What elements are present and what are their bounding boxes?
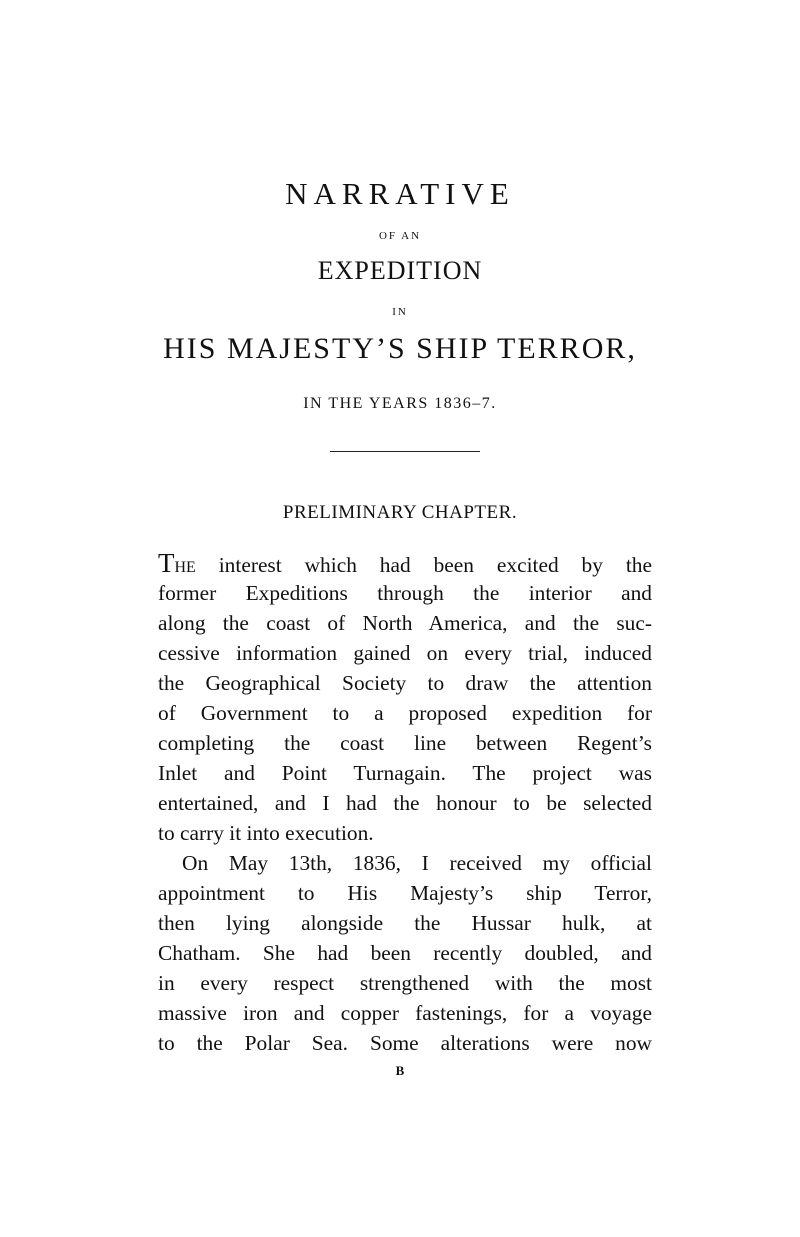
- text-line: appointment to His Majesty’s ship Terror,: [158, 881, 652, 905]
- text-line: of Government to a proposed expedition for: [158, 701, 652, 725]
- divider-rule: [330, 451, 480, 452]
- text-line: the Geographical Society to draw the attention: [158, 671, 652, 695]
- title-ship: HIS MAJESTY’S SHIP TERROR,: [163, 332, 637, 365]
- drop-cap: T: [158, 548, 175, 578]
- text-line: [158, 548, 652, 578]
- text-line: completing the coast line between Regent’s: [158, 731, 652, 755]
- text-line: entertained, and I had the honour to be selected: [158, 791, 652, 815]
- chapter-heading: PRELIMINARY CHAPTER.: [282, 502, 518, 523]
- drop-cap-rest: HE: [174, 559, 196, 576]
- text-line: cessive information gained on every trial, induced: [158, 641, 652, 665]
- text-line: in every respect strengthened with the most: [158, 971, 652, 995]
- body-paragraphs: [158, 548, 652, 1058]
- text-line: Chatham. She had been recently doubled, and: [158, 941, 652, 965]
- title-expedition: EXPEDITION: [317, 256, 483, 285]
- text-line: along the coast of North America, and the suc-: [158, 611, 652, 635]
- text-line: to the Polar Sea. Some alterations were now: [158, 1031, 652, 1055]
- text-line: Inlet and Point Turnagain. The project was: [158, 761, 652, 785]
- text-line-content: interest which had been excited by the: [195, 553, 652, 577]
- title-years: IN THE YEARS 1836–7.: [303, 395, 497, 412]
- text-line: to carry it into execution.: [158, 821, 374, 845]
- text-line: then lying alongside the Hussar hulk, at: [158, 911, 652, 935]
- title-narrative: NARRATIVE: [285, 176, 515, 211]
- title-of-an: OF AN: [378, 230, 422, 242]
- title-in: IN: [392, 306, 408, 318]
- text-line: massive iron and copper fastenings, for a voyage: [158, 1001, 652, 1025]
- text-line: On May 13th, 1836, I received my official: [182, 851, 652, 875]
- text-line: former Expeditions through the interior and: [158, 581, 652, 605]
- signature-mark: B: [395, 1063, 405, 1078]
